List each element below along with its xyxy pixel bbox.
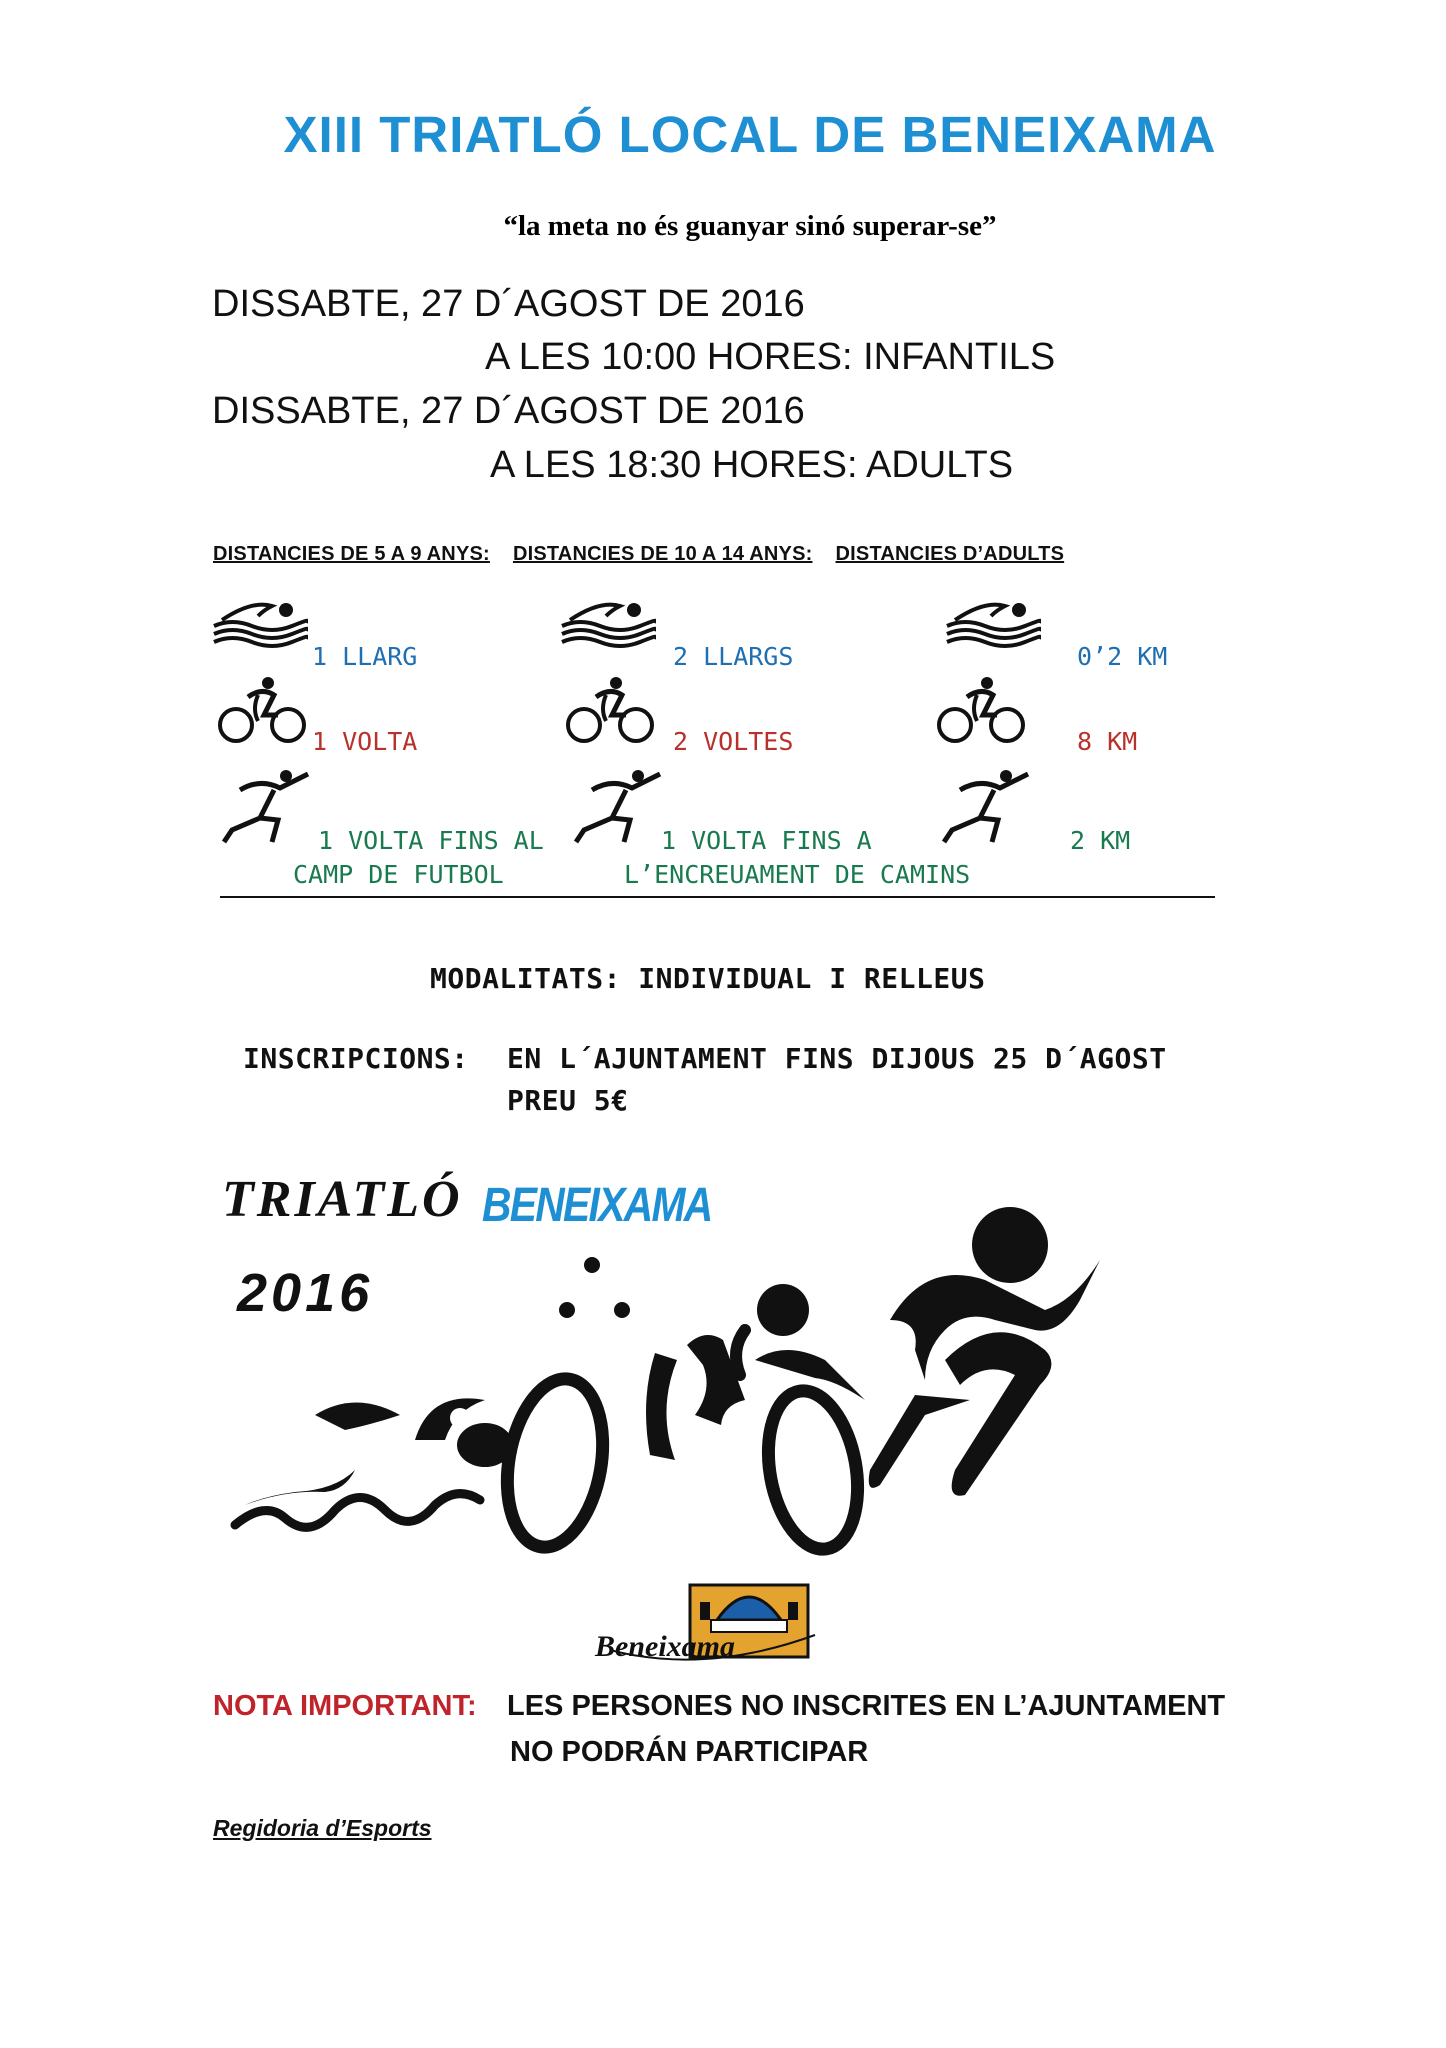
header-10-14: DISTANCIES DE 10 A 14 ANYS: <box>512 543 813 565</box>
run-distance-5-9-line1: 1 VOLTA FINS AL <box>318 826 544 855</box>
town-logo <box>585 1580 845 1675</box>
distances-header <box>213 543 1064 566</box>
dot-icon <box>559 1302 575 1318</box>
schedule-date-2: DISSABTE, 27 D´AGOST DE 2016 <box>212 390 805 432</box>
header-adults: DISTANCIES D’ADULTS <box>835 543 1065 565</box>
motto: “la meta no és guanyar sinó superar-se” <box>503 210 997 242</box>
nota-line-1: LES PERSONES NO INSCRITES EN L’AJUNTAMENT <box>507 1690 1226 1722</box>
logo-year: 2016 <box>237 1263 374 1323</box>
swim-distance-5-9: 1 LLARG <box>312 642 418 671</box>
swimmer-icon <box>235 1398 513 1527</box>
cyclist-icon <box>495 1284 869 1556</box>
logo-word-triatlo: TRIATLÓ <box>222 1171 463 1228</box>
nota-line-2: NO PODRÁN PARTICIPAR <box>510 1736 869 1768</box>
swimmer-icon <box>560 598 656 650</box>
logo-word-beneixama: BENEIXAMA <box>482 1179 712 1232</box>
schedule-time-2: A LES 18:30 HORES: ADULTS <box>490 444 1014 486</box>
swimmer-icon <box>945 598 1041 650</box>
run-distance-adults: 2 KM <box>1070 826 1131 855</box>
town-logo-text: Beneixama <box>595 1630 735 1663</box>
swim-distance-adults: 0’2 KM <box>1077 642 1168 671</box>
inscripcions-where: EN L´AJUNTAMENT FINS DIJOUS 25 D´AGOST <box>507 1042 1167 1075</box>
nota-label: NOTA IMPORTANT: <box>213 1690 477 1722</box>
cyclist-icon <box>566 675 656 745</box>
page-title: XIII TRIATLÓ LOCAL DE BENEIXAMA <box>283 106 1217 163</box>
swim-distance-10-14: 2 LLARGS <box>673 642 794 671</box>
runner-icon <box>869 1207 1100 1496</box>
bike-distance-10-14: 2 VOLTES <box>673 727 794 756</box>
runner-icon <box>572 768 668 844</box>
cyclist-icon <box>218 675 308 745</box>
bike-distance-adults: 8 KM <box>1077 727 1138 756</box>
modalitats: MODALITATS: INDIVIDUAL I RELLEUS <box>430 962 986 995</box>
bike-distance-5-9: 1 VOLTA <box>312 727 418 756</box>
run-distance-5-9-line2: CAMP DE FUTBOL <box>293 860 504 889</box>
run-distance-10-14-line2: L’ENCREUAMENT DE CAMINS <box>624 860 971 889</box>
table-divider <box>220 896 1215 898</box>
schedule-date-1: DISSABTE, 27 D´AGOST DE 2016 <box>212 283 805 325</box>
triathlon-pictogram <box>225 1200 1185 1560</box>
run-distance-10-14-line1: 1 VOLTA FINS A <box>661 826 872 855</box>
footer-regidoria: Regidoria d’Esports <box>213 1815 432 1841</box>
swimmer-icon <box>212 598 308 650</box>
cyclist-icon <box>937 675 1027 745</box>
inscripcions-label: INSCRIPCIONS: <box>243 1042 469 1075</box>
dot-icon <box>614 1302 630 1318</box>
inscripcions-price: PREU 5€ <box>507 1084 629 1117</box>
runner-icon <box>940 768 1036 844</box>
schedule-time-1: A LES 10:00 HORES: INFANTILS <box>485 336 1056 378</box>
header-5-9: DISTANCIES DE 5 A 9 ANYS: <box>213 543 490 565</box>
runner-icon <box>220 768 316 844</box>
dot-icon <box>584 1257 600 1273</box>
